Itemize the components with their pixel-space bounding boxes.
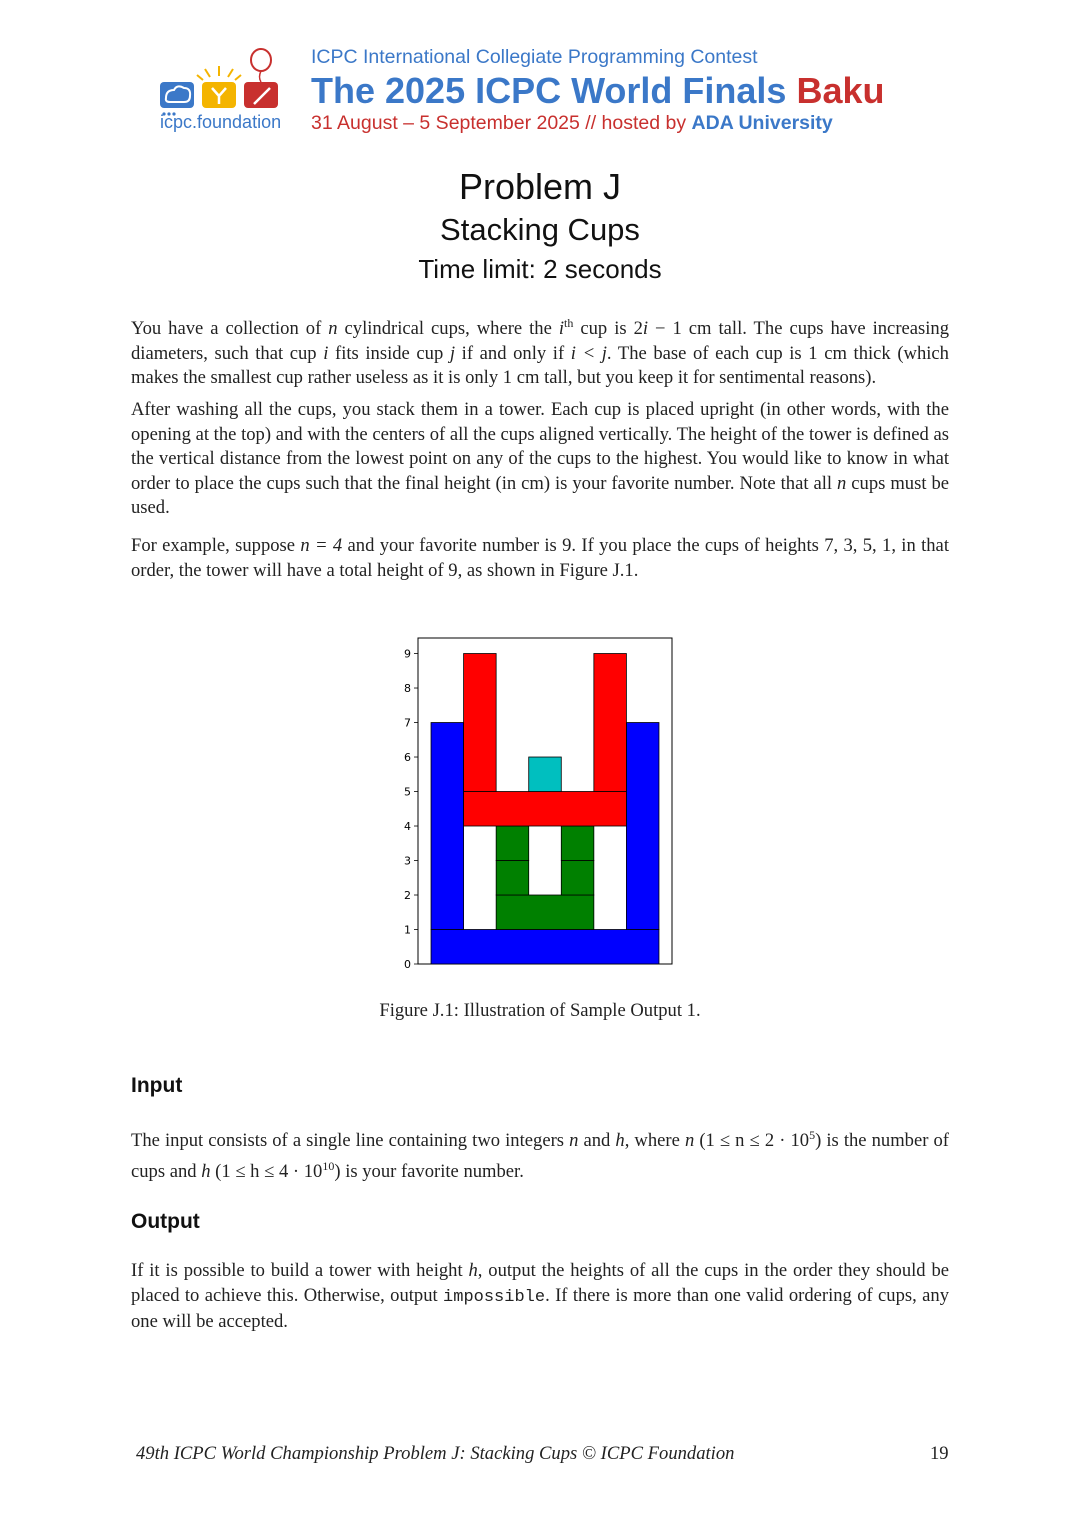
text-run: You have a collection of (131, 318, 329, 340)
text-run: . If there is more than one valid ordering of cups, any one will be accepted. (131, 1284, 949, 1333)
text-run: (1 ≤ n ≤ 2 · 10 (694, 1130, 810, 1152)
math-h: h (201, 1160, 211, 1182)
y-tick-label-5: 5 (404, 785, 411, 799)
text-run: The input consists of a single line containing two integers (131, 1130, 570, 1152)
world-finals-main: The 2025 ICPC World Finals (311, 70, 787, 111)
text-run: After washing all the cups, you stack them in a tower. Each cup is placed upright (in other words, with the opening at the top) and with the centers of all the cups aligned vertically. The height of the tower is defined as the vertical distance from the lowest point on any of the cups to the highest. You would like to know in what order to place the cups such that the final height (in cm) is your favorite number. Note that all (131, 399, 949, 494)
text-run: fits inside cup (328, 342, 450, 364)
cup-3-left-wall-hidden (496, 826, 529, 860)
exponent: 5 (809, 1128, 816, 1142)
output-description (131, 1259, 949, 1335)
cup-5-left-wall (464, 654, 497, 792)
exponent: 10 (322, 1158, 335, 1173)
cup-1 (529, 757, 562, 791)
math-i: i (642, 318, 649, 340)
text-run: ) is your favorite number. (334, 1160, 524, 1182)
y-tick-label-3: 3 (404, 854, 411, 868)
statement-paragraph-3 (131, 534, 949, 583)
math-i: i (558, 318, 565, 340)
math-n-eq-4: n = 4 (300, 535, 343, 556)
logo-text: icpc.foundation (160, 112, 282, 132)
cup-5-right-wall (594, 654, 627, 792)
statement-paragraph-1 (131, 311, 949, 391)
math-n: n (569, 1130, 579, 1152)
text-run: and your favorite number is 9. If you place the cups of heights 7, 3, 5, 1, in that order, the tower will have a total height of 9, as shown in Figure J.1. (131, 535, 949, 581)
problem-label: Problem J (458, 166, 622, 207)
math-n: n (837, 472, 847, 494)
text-run: For example, suppose (131, 535, 301, 556)
impossible-code: impossible (443, 1287, 546, 1307)
text-run: if and only if (455, 342, 571, 364)
y-tick-label-8: 8 (404, 682, 411, 696)
dates-text: 31 August – 5 September 2025 (311, 112, 580, 134)
text-run: If it is possible to build a tower with height (131, 1260, 469, 1281)
host-name: ADA University (691, 112, 833, 134)
time-limit: Time limit: 2 seconds (418, 254, 662, 284)
y-tick-label-4: 4 (404, 820, 411, 834)
cup-7-right-wall (626, 723, 659, 930)
output-heading: Output (131, 1210, 200, 1233)
text-run: − 1 cm tall. The cups have increasing diameters, such that cup (131, 318, 950, 364)
input-description (131, 1123, 949, 1185)
text-run: , output the heights of all the cups in the order they should be placed to achieve this. Otherwise, output (131, 1260, 949, 1306)
y-tick-label-7: 7 (404, 716, 411, 730)
y-tick-label-6: 6 (404, 751, 411, 765)
text-run: . The base of each cup is 1 cm thick (which makes the smallest cup rather useless as it is only 1 cm tall, but you keep it for sentimental reasons). (131, 342, 949, 389)
hosted-by-text: // hosted by (579, 112, 692, 134)
problem-name: Stacking Cups (440, 212, 640, 247)
cup-3-base (496, 895, 594, 929)
math-h: h (468, 1260, 478, 1281)
math-n: n (684, 1130, 695, 1152)
math-i-lt-j: i < j (570, 342, 607, 364)
footer-text: 49th ICPC World Championship Problem J: Stacking Cups © ICPC Foundation (136, 1443, 735, 1464)
contest-name: ICPC International Collegiate Programming Contest (311, 46, 758, 68)
text-run: , where (624, 1130, 685, 1152)
math-i: i (323, 342, 329, 364)
text-run: cup is 2 (573, 318, 643, 340)
contest-dates (311, 112, 833, 135)
cup-3-left-wall (496, 861, 529, 895)
cup-5-base (464, 792, 627, 826)
math-h: h (615, 1130, 625, 1152)
cup-7-left-wall (431, 723, 464, 930)
statement-paragraph-2 (131, 398, 949, 521)
math-n: n (328, 318, 338, 340)
y-tick-label-2: 2 (404, 889, 411, 903)
cup-3-right-wall (561, 861, 594, 895)
text-run: cylindrical cups, where the (337, 318, 559, 340)
text-run: (1 ≤ h ≤ 4 · 10 (210, 1160, 323, 1182)
page-number: 19 (930, 1443, 949, 1464)
world-finals-city: Baku (796, 70, 885, 111)
cup-3-right-wall-hidden (561, 826, 594, 860)
y-tick-label-0: 0 (404, 958, 411, 971)
y-tick-label-1: 1 (404, 923, 411, 937)
text-run: and (578, 1130, 616, 1152)
text-run: cups must be used. (131, 472, 949, 519)
figure-caption: Figure J.1: Illustration of Sample Output 1. (379, 1000, 701, 1021)
math-th: th (564, 316, 574, 330)
cup-7-base (431, 930, 659, 964)
input-heading: Input (131, 1074, 183, 1097)
world-finals-title (311, 70, 885, 112)
math-j: j (449, 342, 456, 364)
y-tick-label-9: 9 (404, 647, 411, 661)
stacking-cups-figure (390, 632, 682, 974)
logo-red-block (244, 82, 278, 108)
text-run: ) is the number of cups and (131, 1130, 949, 1182)
